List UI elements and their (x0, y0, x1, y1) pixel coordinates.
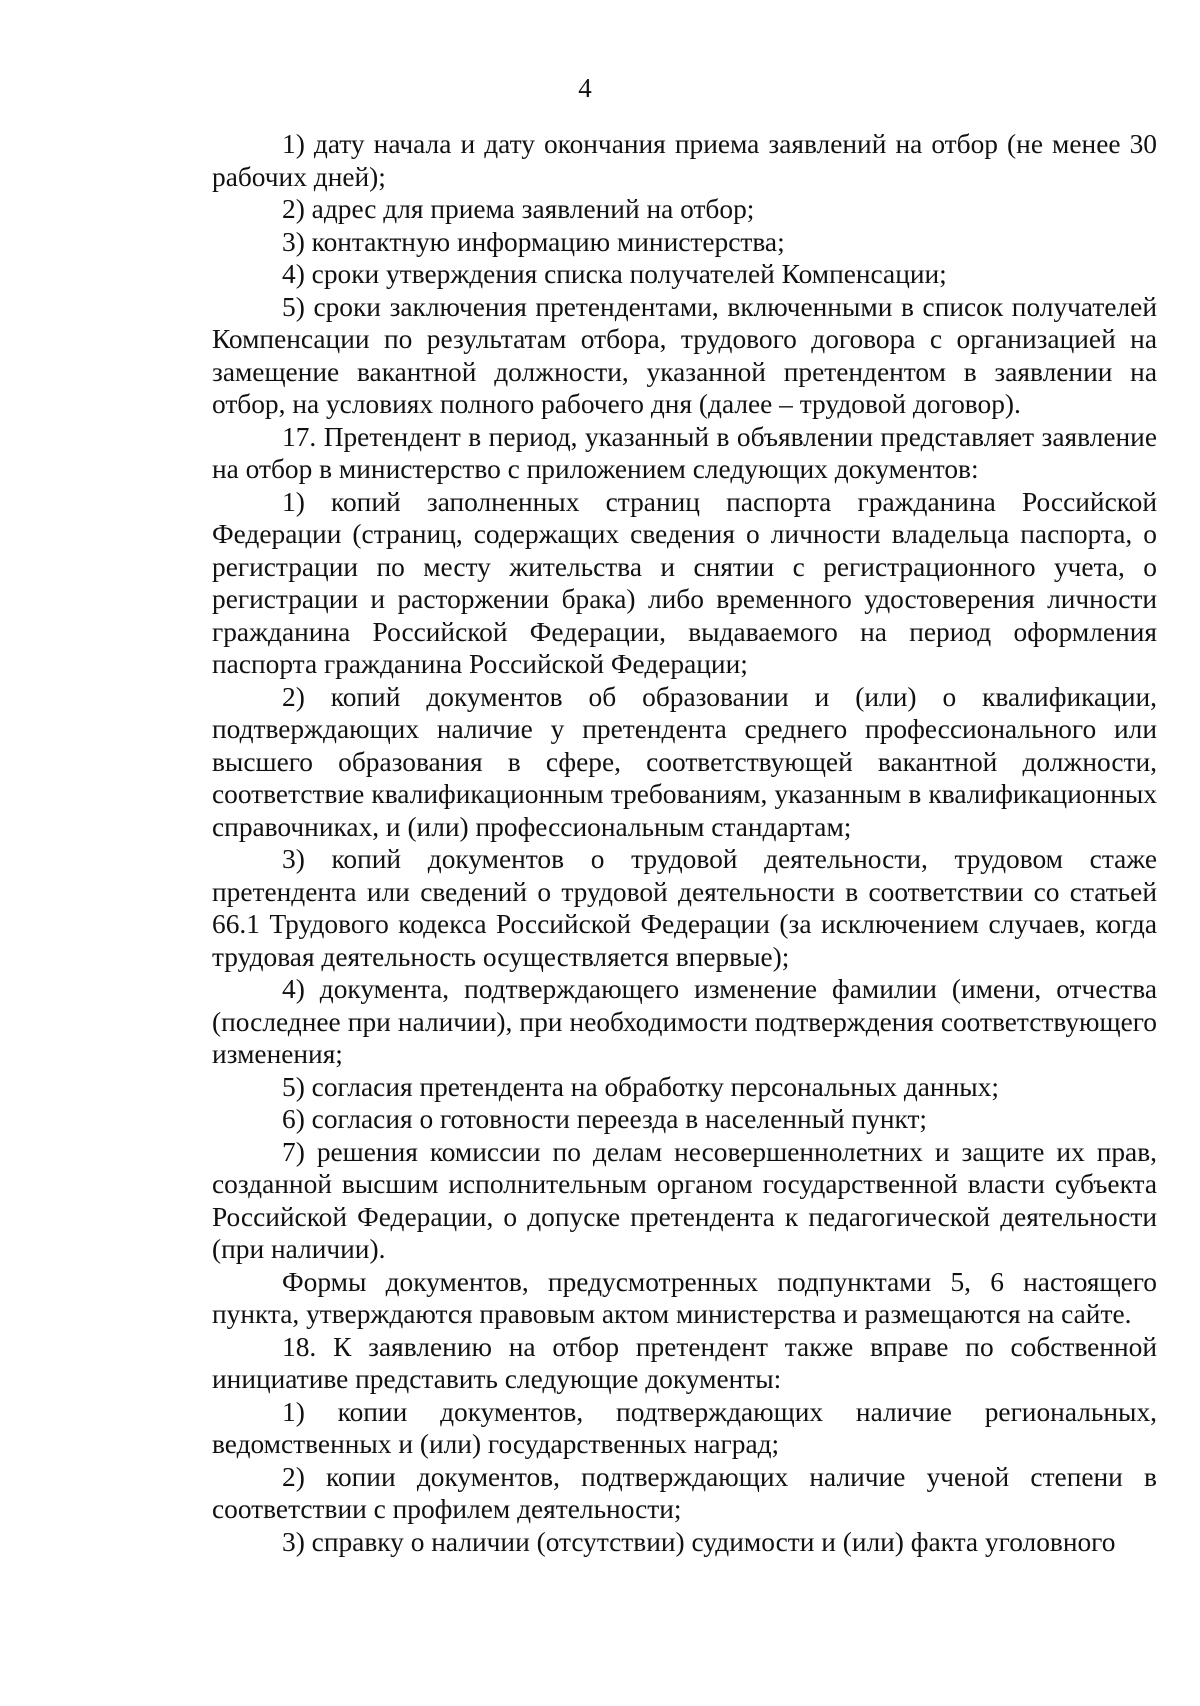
document-body (212, 128, 1157, 1558)
paragraph-18-item-1: 1) копии документов, подтверждающих наличие региональных, ведомственных и (или) государственных наград; (212, 1396, 1157, 1459)
paragraph-17-item-7: 7) решения комиссии по делам несовершеннолетних и защите их прав, созданной высшим исполнительным органом государственной власти субъекта Российской Федерации, о допуске претендента к педагогической деятельности (при наличии). (212, 1136, 1157, 1264)
paragraph-17-item-4: 4) документа, подтверждающего изменение фамилии (имени, отчества (последнее при наличии), при необходимости подтверждения соответствующего изменения; (212, 974, 1157, 1069)
paragraph-17-item-2: 2) копий документов об образовании и (или) о квалификации, подтверждающих наличие у претендента среднего профессионального или высшего образования в сфере, соответствующей вакантной должности, соответствие квалификационным требованиям, указанным в квалификационных справочниках, и (или) профессиональным стандартам; (212, 681, 1157, 842)
paragraph-17-item-6: 6) согласия о готовности переезда в населенный пункт; (282, 1104, 928, 1134)
paragraph-17-item-3: 3) копий документов о трудовой деятельности, трудовом стаже претендента или сведений о трудовой деятельности в соответствии со статьей 66.1 Трудового кодекса Российской Федерации (за исключением случаев, когда трудовая деятельность осуществляется впервые); (212, 844, 1157, 972)
paragraph-clause-17: 17. Претендент в период, указанный в объявлении представляет заявление на отбор в министерство с приложением следующих документов: (212, 421, 1157, 484)
paragraph-17-item-1: 1) копий заполненных страниц паспорта гражданина Российской Федерации (страниц, содержащих сведения о личности владельца паспорта, о регистрации по месту жительства и снятии с регистрационного учета, о регистрации и расторжении брака) либо временного удостоверения личности гражданина Российской Федерации, выдаваемого на период оформления паспорта гражданина Российской Федерации; (212, 486, 1157, 679)
page-number: 4 (578, 73, 592, 103)
paragraph-17-item-5: 5) согласия претендента на обработку персональных данных; (282, 1071, 999, 1102)
paragraph-18-item-3: 3) справку о наличии (отсутствии) судимости и (или) факта уголовного (282, 1526, 1116, 1557)
paragraph-item-5: 5) сроки заключения претендентами, включенными в список получателей Компенсации по результатам отбора, трудового договора с организацией на замещение вакантной должности, указанной претендентом в заявлении на отбор, на условиях полного рабочего дня (далее – трудовой договор). (212, 291, 1157, 419)
paragraph-item-2: 2) адрес для приема заявлений на отбор; (282, 194, 755, 224)
paragraph-item-4: 4) сроки утверждения списка получателей Компенсации; (282, 259, 947, 289)
paragraph-item-1: 1) дату начала и дату окончания приема заявлений на отбор (не менее 30 рабочих дней); (212, 129, 1157, 192)
paragraph-forms-note: Формы документов, предусмотренных подпунктами 5, 6 настоящего пункта, утверждаются правовым актом министерства и размещаются на сайте. (212, 1266, 1157, 1329)
paragraph-item-3: 3) контактную информацию министерства; (282, 226, 785, 257)
paragraph-18-item-2: 2) копии документов, подтверждающих наличие ученой степени в соответствии с профилем деятельности; (212, 1461, 1157, 1524)
paragraph-clause-18: 18. К заявлению на отбор претендент также вправе по собственной инициативе представить следующие документы: (212, 1331, 1157, 1394)
